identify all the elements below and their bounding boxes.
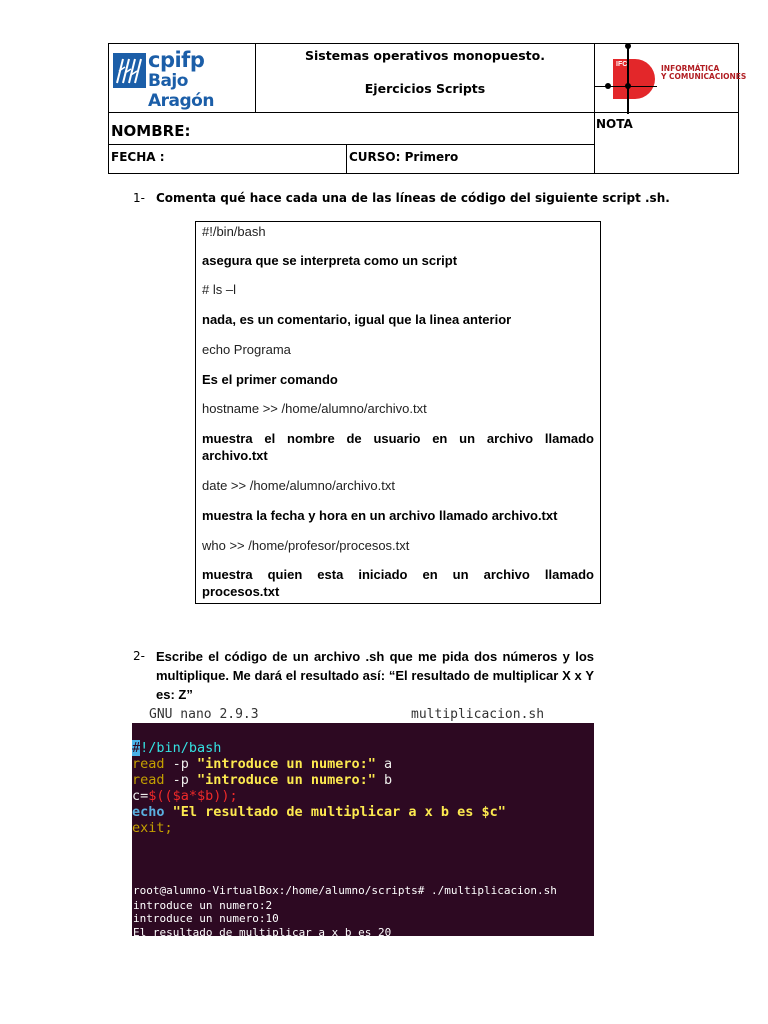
fecha-cell xyxy=(108,144,347,174)
question-2-number: 2- xyxy=(133,649,145,663)
shebang-hash: # xyxy=(132,740,141,756)
nano-line-echo xyxy=(132,804,506,820)
calc-expression: $(($a*$b)); xyxy=(148,788,238,804)
read-string: "introduce un numero:" xyxy=(197,772,376,788)
script-line-code: who >> /home/profesor/procesos.txt xyxy=(202,538,410,553)
calc-var: c xyxy=(132,788,141,804)
ifc-vertical-line xyxy=(627,44,629,114)
nombre-cell xyxy=(108,112,595,145)
title-cell xyxy=(255,43,595,113)
document-title: Sistemas operativos monopuesto. xyxy=(304,48,545,63)
read-var: a xyxy=(375,756,393,772)
ifc-logo-cell xyxy=(594,43,747,113)
cpifp-logo-icon xyxy=(113,53,146,88)
script-line-code: echo Programa xyxy=(202,342,291,357)
nano-line-calc xyxy=(132,788,238,804)
read-string: "introduce un numero:" xyxy=(197,756,376,772)
script-line-answer: asegura que se interpreta como un script xyxy=(202,253,458,268)
nano-line-shebang xyxy=(132,740,221,756)
nano-app-name: GNU nano 2.9.3 xyxy=(149,707,259,722)
ifc-text-informatica: INFORMÁTICA xyxy=(661,64,720,73)
calc-equals: = xyxy=(140,788,149,804)
nano-line-read1 xyxy=(132,756,392,772)
echo-keyword: echo xyxy=(132,804,165,820)
script-line-code: hostname >> /home/alumno/archivo.txt xyxy=(202,401,427,416)
read-flag: -p xyxy=(164,772,198,788)
script-line-code: #!/bin/bash xyxy=(202,224,266,239)
echo-string: "El resultado de multiplicar a x b es $c" xyxy=(164,804,506,820)
question-1-number: 1- xyxy=(133,191,145,205)
nota-cell xyxy=(594,112,739,174)
fecha-label: FECHA : xyxy=(111,150,165,164)
ifc-text-comunicaciones: Y COMUNICACIONES xyxy=(661,72,747,81)
logo-text-cpifp: cpifp xyxy=(148,48,205,72)
ifc-logo-icon xyxy=(613,59,655,99)
nano-line-exit: exit; xyxy=(132,820,173,836)
ifc-dot-left xyxy=(605,83,611,89)
nano-titlebar xyxy=(132,707,594,723)
nombre-label: NOMBRE: xyxy=(111,122,191,140)
read-var: b xyxy=(375,772,393,788)
script-line-answer: muestra la fecha y hora en un archivo llamado archivo.txt xyxy=(202,508,558,523)
script-line-code: # ls –l xyxy=(202,282,236,297)
curso-cell xyxy=(346,144,595,174)
logo-text-bajo-aragon: Bajo Aragón xyxy=(148,71,214,111)
terminal-output xyxy=(132,870,594,939)
nano-line-read2 xyxy=(132,772,392,788)
script-line-answer: Es el primer comando xyxy=(202,372,338,387)
terminal-line: introduce un numero:10 xyxy=(133,912,279,925)
curso-label: CURSO: Primero xyxy=(349,150,459,164)
script-line-answer: nada, es un comentario, igual que la linea anterior xyxy=(202,312,512,327)
question-1-text: Comenta qué hace cada una de las líneas de código del siguiente script .sh. xyxy=(156,191,670,205)
terminal-line: introduce un numero:2 xyxy=(133,899,273,912)
nota-label: NOTA xyxy=(596,117,633,131)
script-line-answer: muestra el nombre de usuario en un archivo llamado archivo.txt xyxy=(202,431,594,463)
terminal-line: El resultado de multiplicar a x b es 20 xyxy=(133,926,392,939)
header-table xyxy=(108,43,747,174)
nano-screenshot xyxy=(132,707,594,939)
script-box xyxy=(195,221,601,604)
shebang-path: !/bin/bash xyxy=(140,740,222,756)
read-flag: -p xyxy=(164,756,198,772)
question-2-text: Escribe el código de un archivo .sh que me pida dos números y los multiplique. Me dará el resultado así: “El resultado de multiplicar X x Y es: Z” xyxy=(156,649,594,702)
ifc-dot-center xyxy=(625,83,631,89)
script-line-code: date >> /home/alumno/archivo.txt xyxy=(202,478,395,493)
script-line-answer: muestra quien esta iniciado en un archivo llamado procesos.txt xyxy=(202,567,594,599)
read-keyword: read xyxy=(132,772,165,788)
terminal-line: root@alumno-VirtualBox:/home/alumno/scripts# ./multiplicacion.sh xyxy=(133,884,557,897)
ifc-short-label: IFC xyxy=(616,61,628,68)
nano-filename: multiplicacion.sh xyxy=(411,707,545,722)
ifc-dot-top xyxy=(625,43,631,49)
document-subtitle: Ejercicios Scripts xyxy=(364,81,486,96)
logo-cell xyxy=(108,43,256,113)
read-keyword: read xyxy=(132,756,165,772)
